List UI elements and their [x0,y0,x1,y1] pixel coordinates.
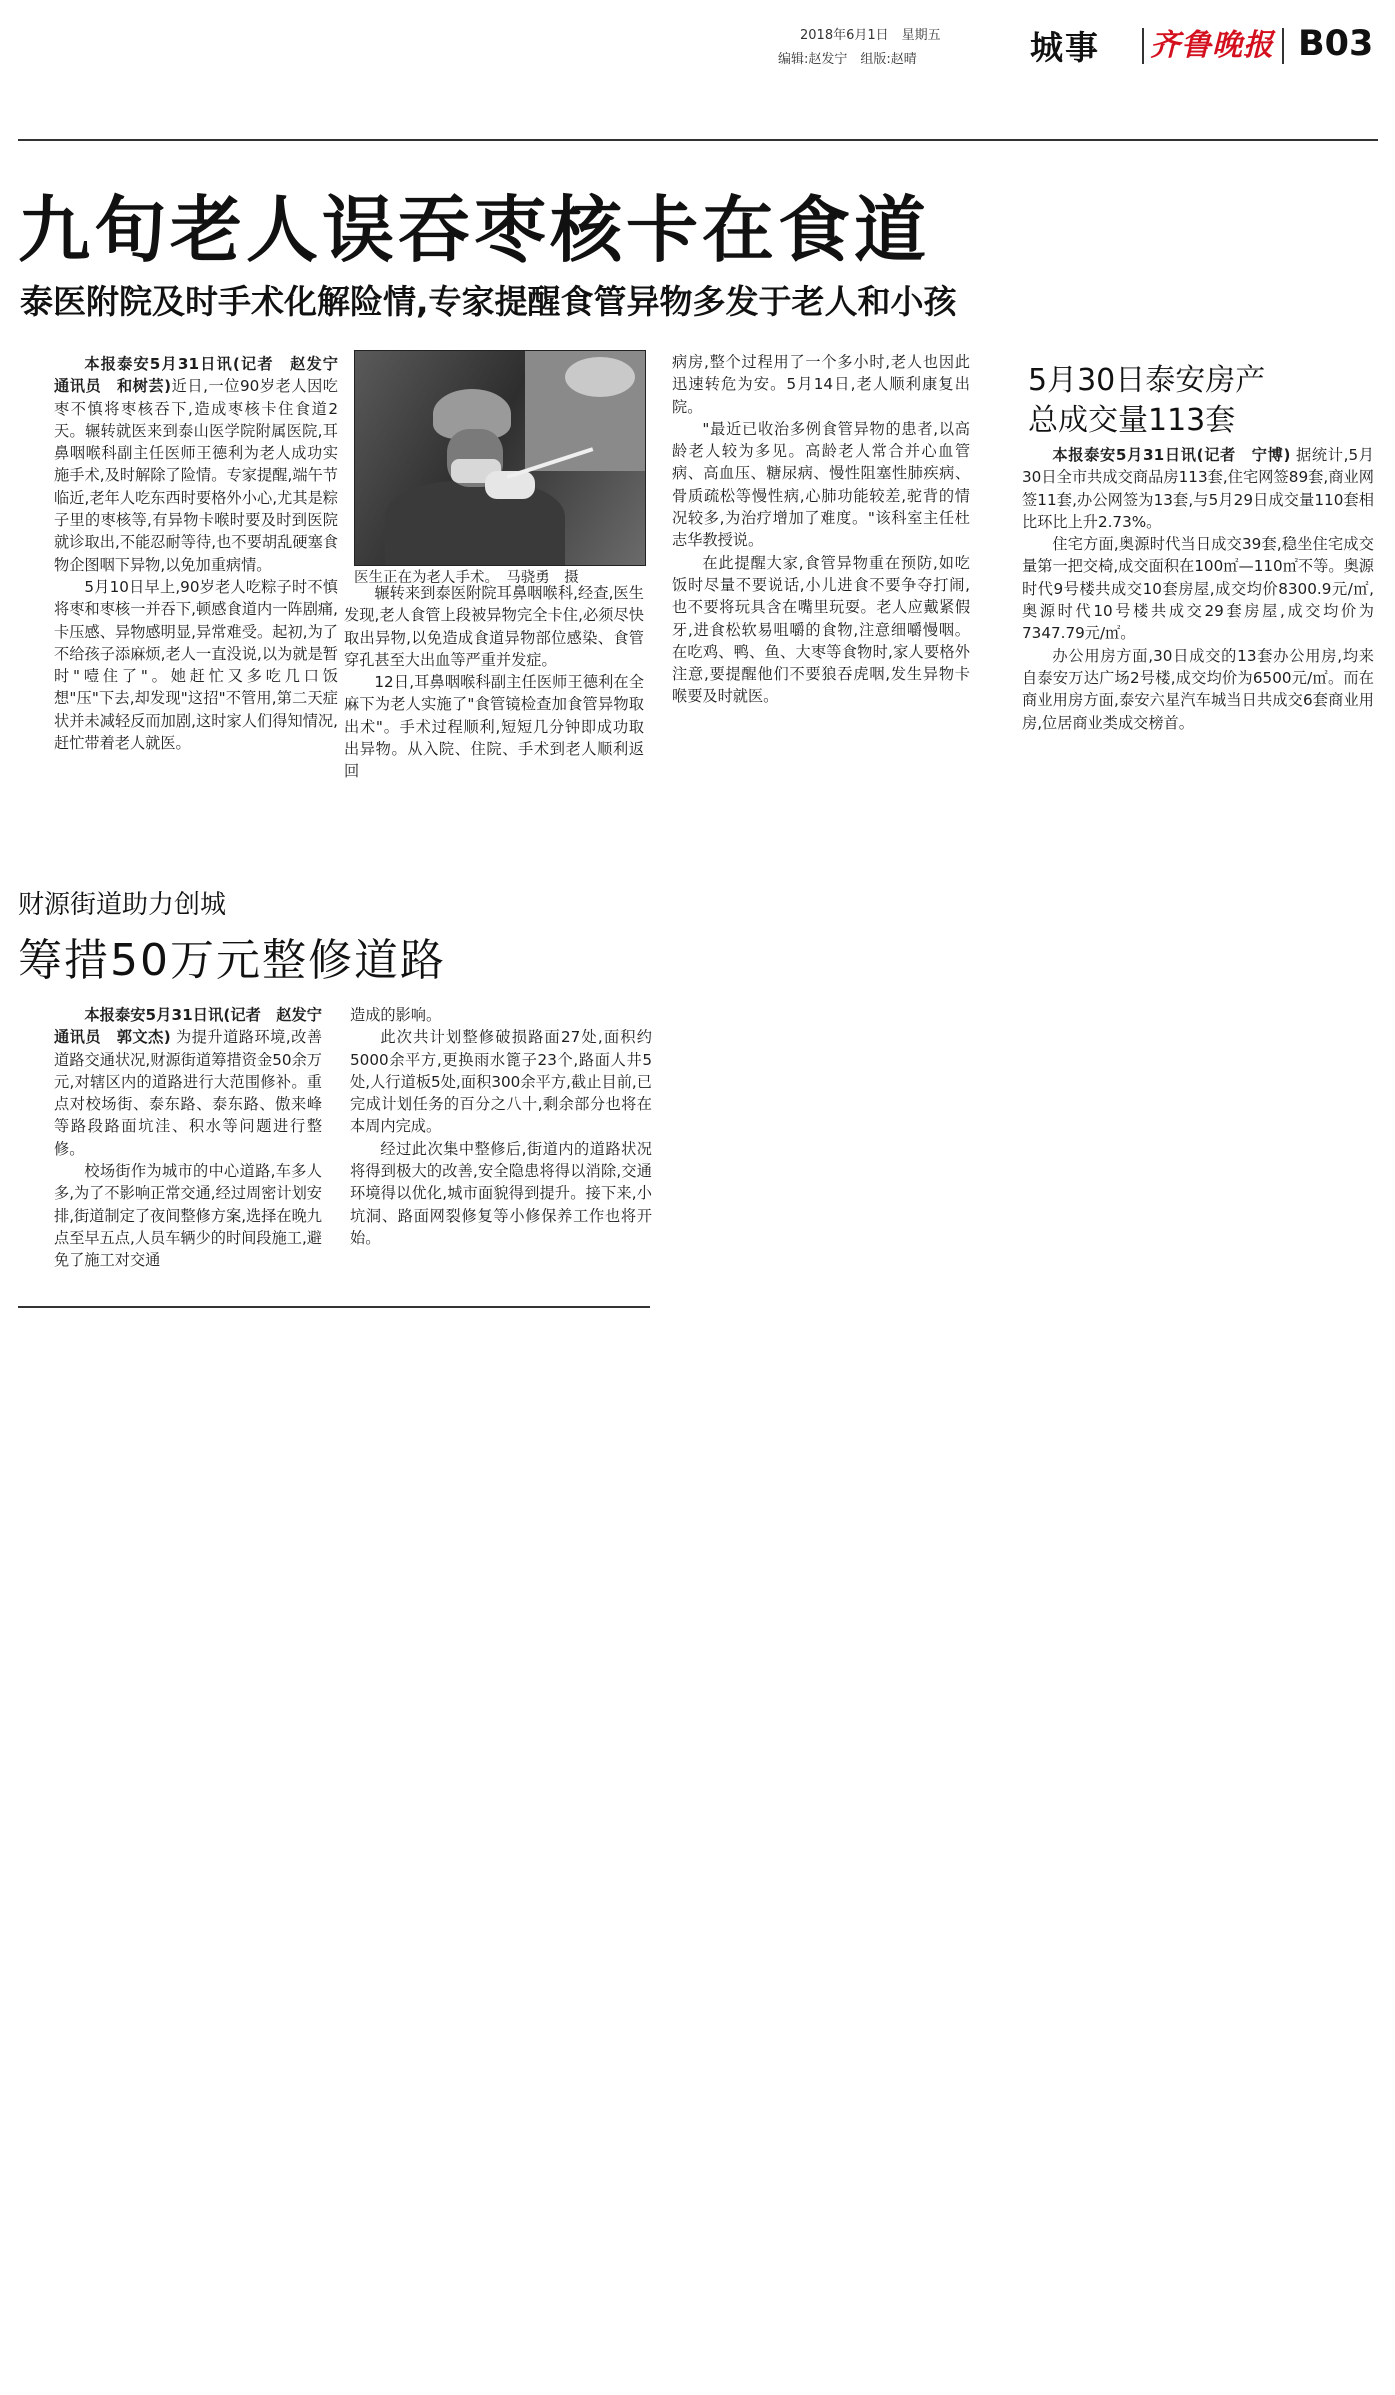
property-paragraph: 办公用房方面,30日成交的13套办公用房,均来自泰安万达广场2号楼,成交均价为6500元/㎡。而在商业用房方面,泰安六星汽车城当日共成交6套商业用房,位居商业类成交榜首。 [1022,646,1374,732]
story2-column-2 [350,1004,652,1249]
property-dateline: 本报泰安5月31日讯(记者 宁博) [1052,446,1291,464]
story1-paragraph: 辗转来到泰医附院耳鼻咽喉科,经查,医生发现,老人食管上段被异物完全卡住,必须尽快取出异物,以免造成食道异物部位感染、食管穿孔甚至大出血等严重并发症。 [344,584,644,669]
sub-headline: 泰医附院及时手术化解险情,专家提醒食管异物多发于老人和小孩 [20,282,957,321]
story2-paragraph: 此次共计划整修破损路面27处,面积约5000余平方,更换雨水篦子23个,路面人井5处,人行道板5处,面积300余平方,截止目前,已完成计划任务的百分之八十,剩余部分也将在本周内完成。 [350,1028,652,1136]
story1-paragraph: 5月10日早上,90岁老人吃粽子时不慎将枣和枣核一并吞下,顿感食道内一阵剧痛,卡压感、异物感明显,异常难受。起初,为了不给孩子添麻烦,老人一直没说,以为就是暂时"噎住了"。她赶忙又多吃几口饭想"压"下去,却发现"这招"不管用,第二天症状并未减轻反而加剧,这时家人们得知情况,赶忙带着老人就医。 [54,577,338,753]
story2-column-1 [54,1004,338,1272]
story1-column-3 [672,351,970,708]
issue-date: 2018年6月1日 星期五 [800,28,941,43]
story1-paragraph: 本报泰安5月31日讯(记者 赵发宁 通讯员 和树芸)近日,一位90岁老人因吃枣不慎将枣核吞下,造成枣核卡住食道2天。辗转就医来到泰山医学院附属医院,耳鼻咽喉科副主任医师王德利为老人成功实施手术,及时解除了险情。专家提醒,端午节临近,老年人吃东西时要格外小心,尤其是粽子里的枣核等,有异物卡喉时要及时到医院就诊取出,不能忍耐等待,也不要胡乱硬塞食物企图咽下异物,以免加重病情。 [54,355,354,574]
story2-paragraph: 校场街作为城市的中心道路,车多人多,为了不影响正常交通,经过周密计划安排,街道制定了夜间整修方案,选择在晚九点至早五点,人员车辆少的时间段施工,避免了施工对交通 [54,1162,322,1270]
page-number: B03 [1298,24,1374,64]
story2-bottom-rule [18,1306,650,1308]
header-rule [18,139,1378,141]
property-headline-line2: 总成交量113套 [1028,403,1236,438]
masthead-divider [1282,28,1284,64]
property-story-body [1022,444,1374,734]
newspaper-logo: 齐鲁晚报 [1150,28,1274,63]
story2-paragraph: 经过此次集中整修后,街道内的道路状况将得到极大的改善,安全隐患将得以消除,交通环境得以优化,城市面貌得到提升。接下来,小坑洞、路面网裂修复等小修保养工作也将开始。 [350,1139,652,1247]
main-headline: 九旬老人误吞枣核卡在食道 [18,188,931,272]
photo-caption: 医生正在为老人手术。 马骁勇 摄 [354,570,579,586]
story1-paragraph: 病房,整个过程用了一个多小时,老人也因此迅速转危为安。5月14日,老人顺利康复出院。 [672,353,970,416]
story1-dateline: 本报泰安5月31日讯(记者 赵发宁 通讯员 和树芸) [54,355,354,396]
story1-paragraph: 12日,耳鼻咽喉科副主任医师王德利在全麻下为老人实施了"食管镜检查加食管异物取出术"。手术过程顺利,短短几分钟即成功取出异物。从入院、住院、手术到老人顺利返回 [344,673,644,781]
story2-kicker: 财源街道助力创城 [18,890,227,920]
story1-column-2 [344,582,644,783]
story1-column-1 [54,353,354,754]
story2-dateline: 本报泰安5月31日讯(记者 赵发宁 通讯员 郭文杰) [54,1006,338,1047]
property-paragraph: 本报泰安5月31日讯(记者 宁博) 据统计,5月30日全市共成交商品房113套,住宅网签89套,商业网签11套,办公网签为13套,与5月29日成交量110套相比环比上升2.73%。 [1022,446,1374,531]
story1-paragraph: 在此提醒大家,食管异物重在预防,如吃饭时尽量不要说话,小儿进食不要争夺打闹,也不要将玩具含在嘴里玩耍。老人应戴紧假牙,进食松软易咀嚼的食物,注意细嚼慢咽。在吃鸡、鸭、鱼、大枣等食物时,家人要格外注意,要提醒他们不要狼吞虎咽,发生异物卡喉要及时就医。 [672,553,970,706]
editor-credits: 编辑:赵发宁 组版:赵晴 [778,52,917,67]
surgery-photo [354,350,646,566]
section-title: 城事 [1030,28,1100,67]
story2-headline: 筹措50万元整修道路 [18,935,446,986]
masthead-divider [1142,28,1144,64]
story2-paragraph: 本报泰安5月31日讯(记者 赵发宁 通讯员 郭文杰) 为提升道路环境,改善道路交通状况,财源街道筹措资金50余万元,对辖区内的道路进行大范围修补。重点对校场街、泰东路、泰东路、傲来峰等路段路面坑洼、积水等问题进行整修。 [54,1006,338,1158]
property-headline-line1: 5月30日泰安房产 [1028,363,1266,398]
property-paragraph: 住宅方面,奥源时代当日成交39套,稳坐住宅成交量第一把交椅,成交面积在100㎡—110㎡不等。奥源时代9号楼共成交10套房屋,成交均价8300.9元/㎡,奥源时代10号楼共成交29套房屋,成交均价为7347.79元/㎡。 [1022,535,1374,643]
story1-paragraph: "最近已收治多例食管异物的患者,以高龄老人较为多见。高龄老人常合并心血管病、高血压、糖尿病、慢性阻塞性肺疾病、骨质疏松等慢性病,心肺功能较差,驼背的情况较多,为治疗增加了难度。"该科室主任杜志华教授说。 [672,419,970,550]
story2-paragraph: 造成的影响。 [350,1006,442,1024]
